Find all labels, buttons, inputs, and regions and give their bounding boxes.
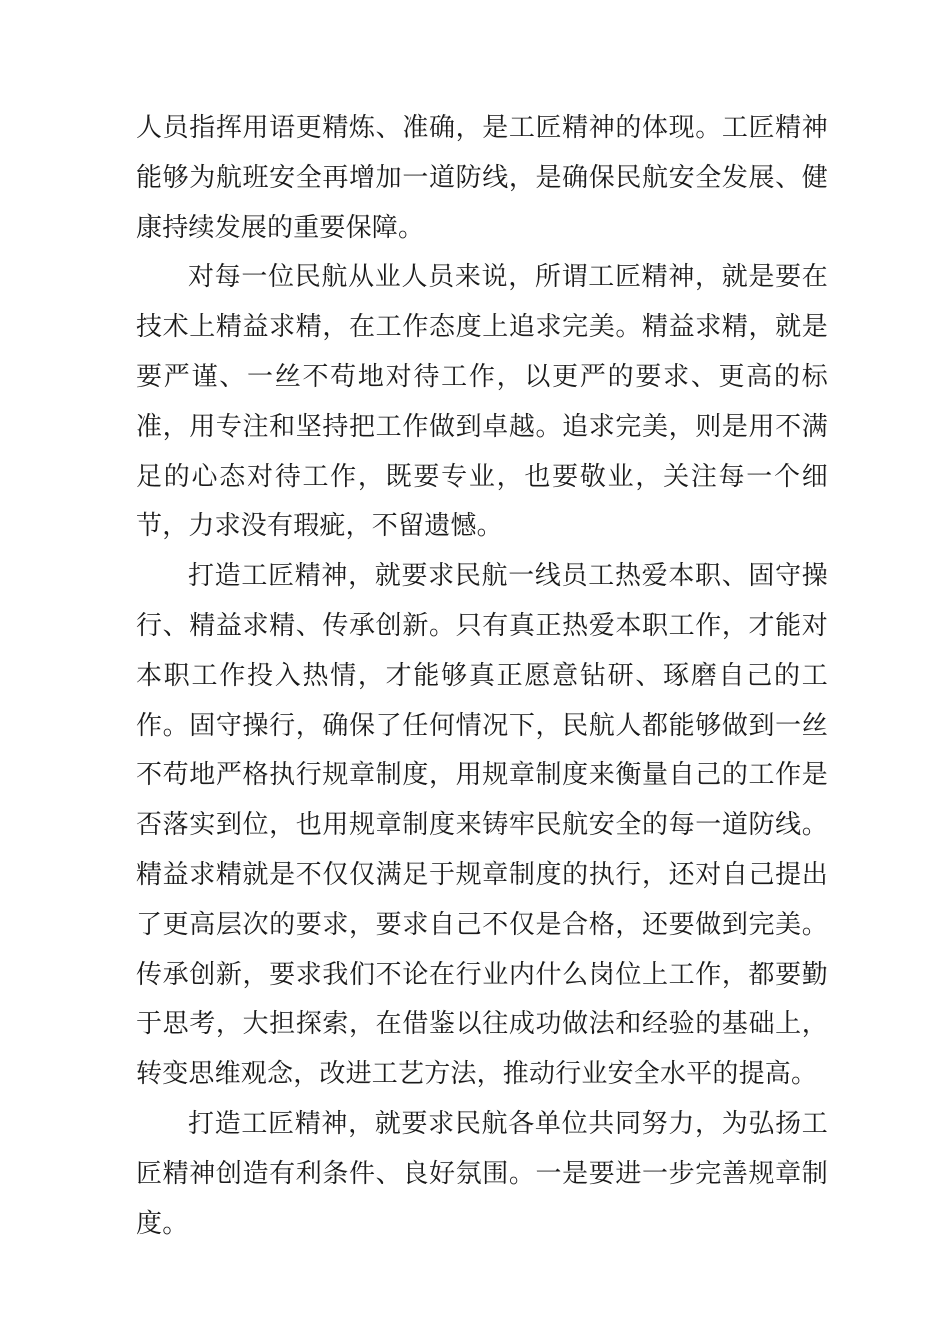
paragraph-2: 对每一位民航从业人员来说，所谓工匠精神，就是要在技术上精益求精，在工作态度上追求完美。精益求精，就是要严谨、一丝不苟地对待工作，以更严的要求、更高的标准，用专注和坚持把工作做到卓越。追求完美，则是用不满足的心态对待工作，既要专业，也要敬业，关注每一个细节，力求没有瑕疵，不留遗憾。	[136, 262, 828, 542]
paragraph-3: 打造工匠精神，就要求民航一线员工热爱本职、固守操行、精益求精、传承创新。只有真正热爱本职工作，才能对本职工作投入热情，才能够真正愿意钻研、琢磨自己的工作。固守操行，确保了任何情况下，民航人都能够做到一丝不苟地严格执行规章制度，用规章制度来衡量自己的工作是否落实到位，也用规章制度来铸牢民航安全的每一道防线。精益求精就是不仅仅满足于规章制度的执行，还对自己提出了更高层次的要求，要求自己不仅是合格，还要做到完美。传承创新，要求我们不论在行业内什么岗位上工作，都要勤于思考，大担探索，在借鉴以往成功做法和经验的基础上，转变思维观念，改进工艺方法，推动行业安全水平的提高。	[136, 561, 828, 1090]
document-body	[136, 104, 828, 1249]
paragraph-4: 打造工匠精神，就要求民航各单位共同努力，为弘扬工匠精神创造有利条件、良好氛围。一是要进一步完善规章制度。	[136, 1108, 828, 1239]
paragraph-1: 人员指挥用语更精炼、准确，是工匠精神的体现。工匠精神能够为航班安全再增加一道防线，是确保民航安全发展、健康持续发展的重要保障。	[136, 113, 828, 243]
